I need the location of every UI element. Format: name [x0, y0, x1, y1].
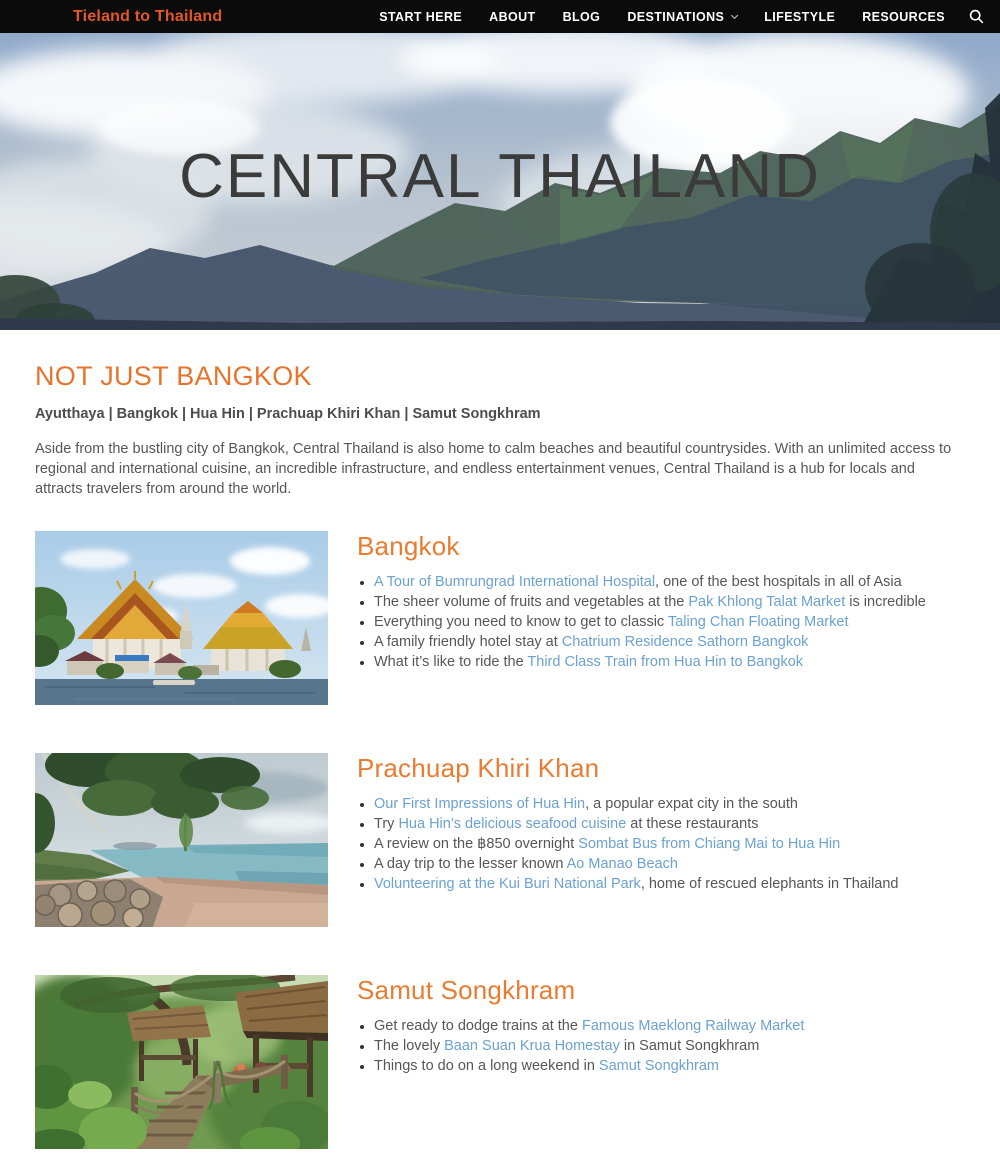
bullet-text: at these restaurants — [626, 816, 759, 832]
bullet-text: Try — [374, 816, 399, 832]
list-item — [374, 1056, 965, 1076]
nav-menu — [379, 10, 945, 24]
inline-link[interactable]: Chatrium Residence Sathorn Bangkok — [561, 634, 809, 650]
list-item — [374, 874, 965, 894]
list-item — [374, 572, 965, 592]
list-item — [374, 612, 965, 632]
inline-link[interactable]: Volunteering at the Kui Buri National Park — [374, 876, 641, 892]
bullet-text: , a popular expat city in the south — [585, 796, 798, 812]
section-bangkok — [35, 531, 965, 705]
section-samut-songkhram — [35, 975, 965, 1149]
inline-link[interactable]: A Tour of Bumrungrad International Hospital — [374, 574, 656, 590]
section-title: Prachuap Khiri Khan — [357, 753, 600, 783]
inline-link[interactable]: Sombat Bus from Chiang Mai to Hua Hin — [578, 836, 841, 852]
section-content — [357, 531, 965, 672]
list-item — [374, 1016, 965, 1036]
list-item — [374, 854, 965, 874]
bullet-text: The sheer volume of fruits and vegetables at the — [374, 594, 689, 610]
destination-rows — [35, 531, 965, 1149]
inline-link[interactable]: Our First Impressions of Hua Hin — [374, 796, 586, 812]
inline-link[interactable]: Pak Khlong Talat Market — [688, 594, 846, 610]
bullet-text: Get ready to dodge trains at the — [374, 1018, 582, 1034]
list-item — [374, 652, 965, 672]
nav-item-lifestyle[interactable]: LIFESTYLE — [764, 9, 836, 24]
list-item — [374, 794, 965, 814]
bullet-text: The lovely — [374, 1038, 445, 1054]
section-link-list — [357, 572, 965, 672]
inline-link[interactable]: Hua Hin’s delicious seafood cuisine — [398, 816, 627, 832]
nav-item-start-here[interactable]: START HERE — [379, 9, 463, 24]
list-item — [374, 1036, 965, 1056]
search-button[interactable] — [969, 9, 984, 24]
bullet-text: Everything you need to know to get to classic — [374, 614, 668, 630]
garden-homestay-illustration — [35, 975, 328, 1149]
beach-illustration — [35, 753, 328, 927]
bangkok-temple-illustration — [35, 531, 328, 705]
bangkok-temple-photo — [35, 531, 328, 705]
beach-photo — [35, 753, 328, 927]
list-item — [374, 834, 965, 854]
section-content — [357, 975, 965, 1076]
list-item — [374, 592, 965, 612]
bullet-text: , home of rescued elephants in Thailand — [640, 876, 899, 892]
section-content — [357, 753, 965, 894]
bullet-text: A family friendly hotel stay at — [374, 634, 562, 650]
page-title: CENTRAL THAILAND — [179, 142, 821, 211]
bullet-text: is incredible — [845, 594, 926, 610]
chevron-down-icon — [731, 11, 738, 18]
bullet-text: What it’s like to ride the — [374, 654, 528, 670]
inline-link[interactable]: Third Class Train from Hua Hin to Bangkok — [527, 654, 804, 670]
section-link-list — [357, 794, 965, 894]
bullet-text: Things to do on a long weekend in — [374, 1058, 599, 1074]
section-prachuap-khiri-khan — [35, 753, 965, 927]
site-logo[interactable]: Tieland to Thailand — [73, 7, 223, 25]
nav-item-blog[interactable]: BLOG — [562, 9, 601, 24]
section-title: Samut Songkhram — [357, 975, 576, 1005]
garden-homestay-photo — [35, 975, 328, 1149]
bullet-text: A review on the ฿850 overnight — [374, 836, 579, 852]
section-link-list — [357, 1016, 965, 1076]
inline-link[interactable]: Taling Chan Floating Market — [667, 614, 849, 630]
search-icon — [969, 9, 984, 24]
nav-item-destinations[interactable]: DESTINATIONS — [627, 10, 737, 24]
list-item — [374, 632, 965, 652]
top-navigation-bar — [0, 0, 1000, 33]
nav-item-about[interactable]: ABOUT — [489, 9, 536, 24]
bullet-text: in Samut Songkhram — [619, 1038, 760, 1054]
hero-banner — [0, 33, 1000, 330]
list-item — [374, 814, 965, 834]
inline-link[interactable]: Famous Maeklong Railway Market — [581, 1018, 805, 1034]
bullet-text: , one of the best hospitals in all of Asia — [655, 574, 902, 590]
nav-item-resources[interactable]: RESOURCES — [862, 9, 945, 24]
intro-paragraph: Aside from the bustling city of Bangkok, Central Thailand is also home to calm beaches and beautiful countrysides. With an unlimited access to regional and international cuisine, an incredible infrastructure, and endless entertainment venues, Central Thailand is a hub for locals and attracts travelers from around the world. — [35, 441, 952, 497]
inline-link[interactable]: Ao Manao Beach — [566, 856, 678, 872]
bullet-text: A day trip to the lesser known — [374, 856, 567, 872]
section-title: Bangkok — [357, 531, 460, 561]
main-content — [35, 330, 965, 1161]
intro-heading: NOT JUST BANGKOK — [35, 361, 312, 391]
inline-link[interactable]: Baan Suan Krua Homestay — [444, 1038, 620, 1054]
inline-link[interactable]: Samut Songkhram — [598, 1058, 719, 1074]
region-list-subheading: Ayutthaya | Bangkok | Hua Hin | Prachuap Khiri Khan | Samut Songkhram — [35, 406, 541, 422]
